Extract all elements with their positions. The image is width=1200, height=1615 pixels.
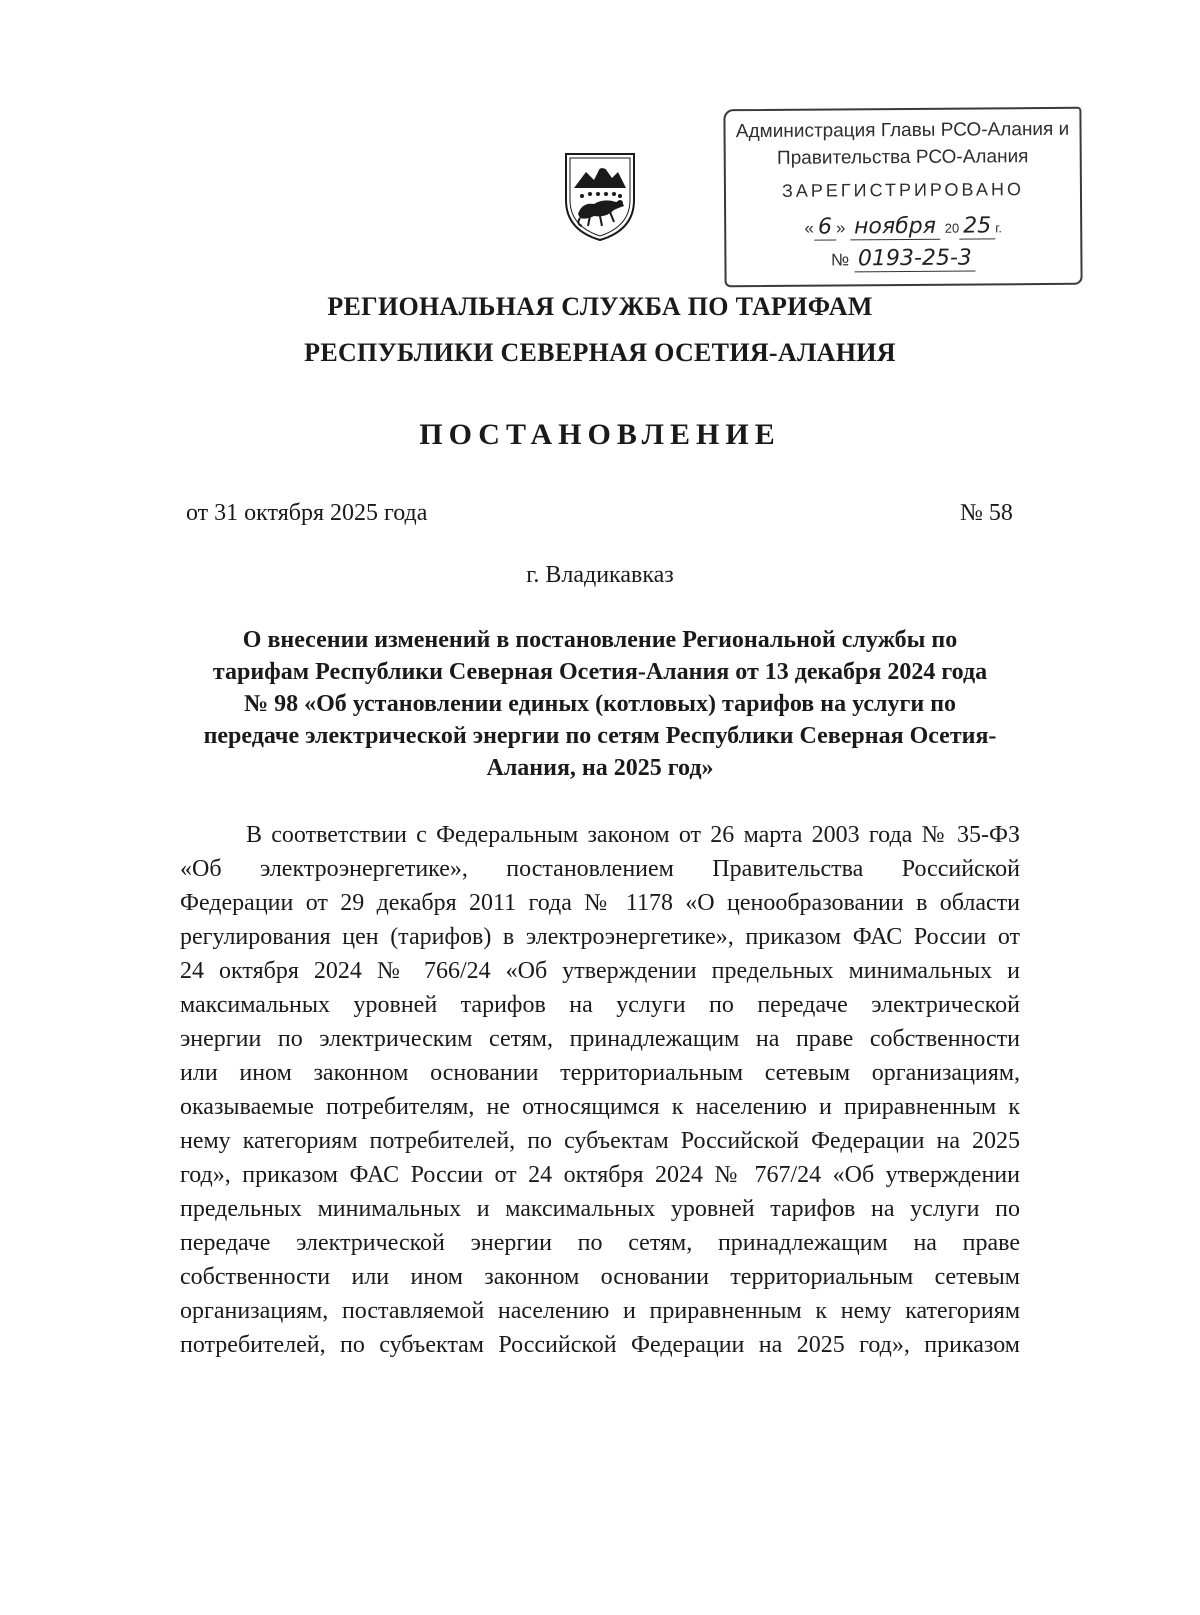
body-line: «Об электроэнергетике», постановлением Правительства Российской [180, 856, 1020, 882]
document-city: г. Владикавказ [526, 562, 674, 588]
subject-line: тарифам Республики Северная Осетия-Алания от 13 декабря 2024 года [212, 659, 988, 685]
body-line: энергии по электрическим сетям, принадлежащим на праве собственности [180, 1026, 1020, 1052]
document-subject [180, 624, 1020, 784]
subject-line: Алания, на 2025 год» [486, 755, 714, 781]
stamp-authority-line: Администрация Главы РСО-Алания и [735, 118, 1070, 143]
stamp-registration-number [726, 245, 1080, 272]
registration-stamp [723, 107, 1082, 287]
stamp-date-close-quote: » [835, 218, 846, 238]
stamp-number-prefix: № [830, 250, 850, 270]
organization-name-line-1: РЕГИОНАЛЬНАЯ СЛУЖБА ПО ТАРИФАМ [327, 292, 873, 321]
body-line: организациям, поставляемой населению и приравненным к нему категориям [180, 1298, 1020, 1324]
stamp-date-year-prefix: 20 [944, 220, 960, 236]
subject-line: передаче электрической энергии по сетям Республики Северная Осетия- [203, 723, 997, 749]
body-line: максимальных уровней тарифов на услуги по передаче электрической [180, 992, 1020, 1018]
body-line: нему категориям потребителей, по субъектам Российской Федерации на 2025 [180, 1128, 1020, 1154]
stamp-date-month: ноября [850, 214, 940, 241]
body-line: предельных минимальных и максимальных уровней тарифов на услуги по [180, 1196, 1020, 1222]
stamp-date-day: 6 [814, 214, 836, 240]
body-line: регулирования цен (тарифов) в электроэнергетике», приказом ФАС России от [180, 924, 1020, 950]
stamp-date-open-quote: « [804, 218, 814, 238]
document-date: от 31 октября 2025 года [186, 500, 428, 526]
stamp-number-value: 0193-25-3 [854, 245, 976, 272]
organization-name-line-2: РЕСПУБЛИКИ СЕВЕРНАЯ ОСЕТИЯ-АЛАНИЯ [304, 338, 896, 367]
stamp-date-year-suffix: 25 [959, 213, 995, 239]
stamp-authority-line-2: Правительства РСО-Алания [776, 146, 1029, 169]
body-line: оказываемые потребителям, не относящимся к населению и приравненным к [180, 1094, 1020, 1120]
body-line: или ином законном основании территориальным сетевым организациям, [180, 1060, 1020, 1086]
document-body [180, 818, 1020, 1362]
document-type-title: ПОСТАНОВЛЕНИЕ [419, 418, 781, 451]
coat-of-arms-emblem [560, 148, 640, 244]
body-line: собственности или ином законном основании территориальным сетевым [180, 1264, 1020, 1290]
body-line: В соответствии с Федеральным законом от 26 марта 2003 года № 35-ФЗ [246, 822, 1020, 848]
stamp-date [726, 213, 1080, 240]
body-line: передаче электрической энергии по сетям, принадлежащим на праве [180, 1230, 1020, 1256]
stamp-registered-label: ЗАРЕГИСТРИРОВАНО [781, 179, 1024, 201]
subject-line: № 98 «Об установлении единых (котловых) тарифов на услуги по [243, 691, 957, 717]
document-number: № 58 [960, 500, 1013, 526]
body-line: Федерации от 29 декабря 2011 года № 1178 «О ценообразовании в области [180, 890, 1020, 916]
body-line: год», приказом ФАС России от 24 октября 2024 № 767/24 «Об утверждении [180, 1162, 1020, 1188]
body-line: 24 октября 2024 № 766/24 «Об утверждении предельных минимальных и [180, 958, 1020, 984]
body-line: потребителей, по субъектам Российской Федерации на 2025 год», приказом [180, 1332, 1020, 1358]
subject-line: О внесении изменений в постановление Региональной службы по [242, 627, 958, 653]
stamp-date-year-unit: г. [995, 220, 1003, 236]
